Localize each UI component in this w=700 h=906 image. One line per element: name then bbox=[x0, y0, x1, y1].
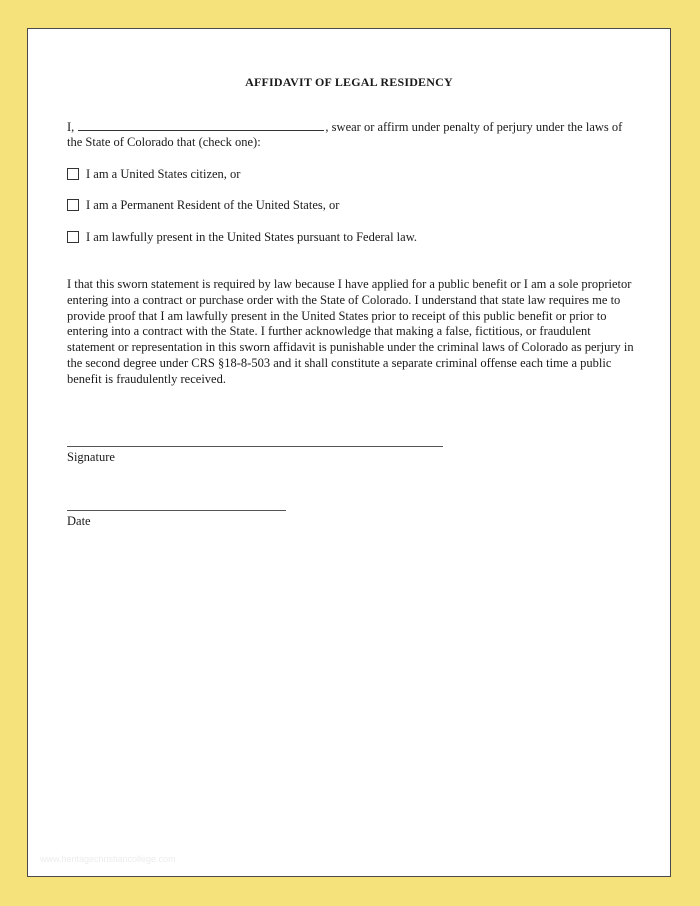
statement-paragraph: I that this sworn statement is required by law because I have applied for a public benefit or I am a sole proprietor entering into a contract or purchase order with the State of Colorado. I understand that state law requires me to provide proof that I am lawfully present in the United States prior to receipt of this public benefit or prior to entering into a contract with the State. I further acknowledge that making a false, fictitious, or fraudulent statement or representation in this sworn affidavit is punishable under the criminal laws of Colorado as perjury in the second degree under CRS §18-8-503 and it shall constitute a separate criminal offense each time a public benefit is fraudulently received. bbox=[67, 277, 634, 386]
option-lawfully-present-label: I am lawfully present in the United States pursuant to Federal law. bbox=[86, 229, 418, 244]
lawfully-present-checkbox[interactable] bbox=[67, 231, 79, 243]
affidavit-page bbox=[27, 28, 671, 877]
citizen-checkbox[interactable] bbox=[67, 168, 79, 180]
intro-paragraph bbox=[67, 119, 637, 150]
intro-prefix: I, bbox=[67, 120, 78, 134]
name-blank-line[interactable] bbox=[78, 119, 324, 131]
signature-line[interactable] bbox=[67, 446, 443, 447]
signature-label: Signature bbox=[67, 450, 115, 464]
document-title: AFFIDAVIT OF LEGAL RESIDENCY bbox=[245, 75, 453, 89]
option-citizen-label: I am a United States citizen, or bbox=[86, 166, 241, 181]
watermark-text: www.heritagechristiancollege.com bbox=[40, 854, 176, 864]
permanent-resident-checkbox[interactable] bbox=[67, 199, 79, 211]
option-citizen[interactable] bbox=[67, 166, 240, 182]
option-permanent-resident-label: I am a Permanent Resident of the United States, or bbox=[86, 197, 340, 212]
option-permanent-resident[interactable] bbox=[67, 197, 339, 213]
date-label: Date bbox=[67, 514, 91, 528]
option-lawfully-present[interactable] bbox=[67, 229, 417, 245]
date-line[interactable] bbox=[67, 510, 286, 511]
intro-suffix: , swear or affirm under penalty of perjury under the laws of the State of Colorado that (check one): bbox=[67, 120, 623, 149]
